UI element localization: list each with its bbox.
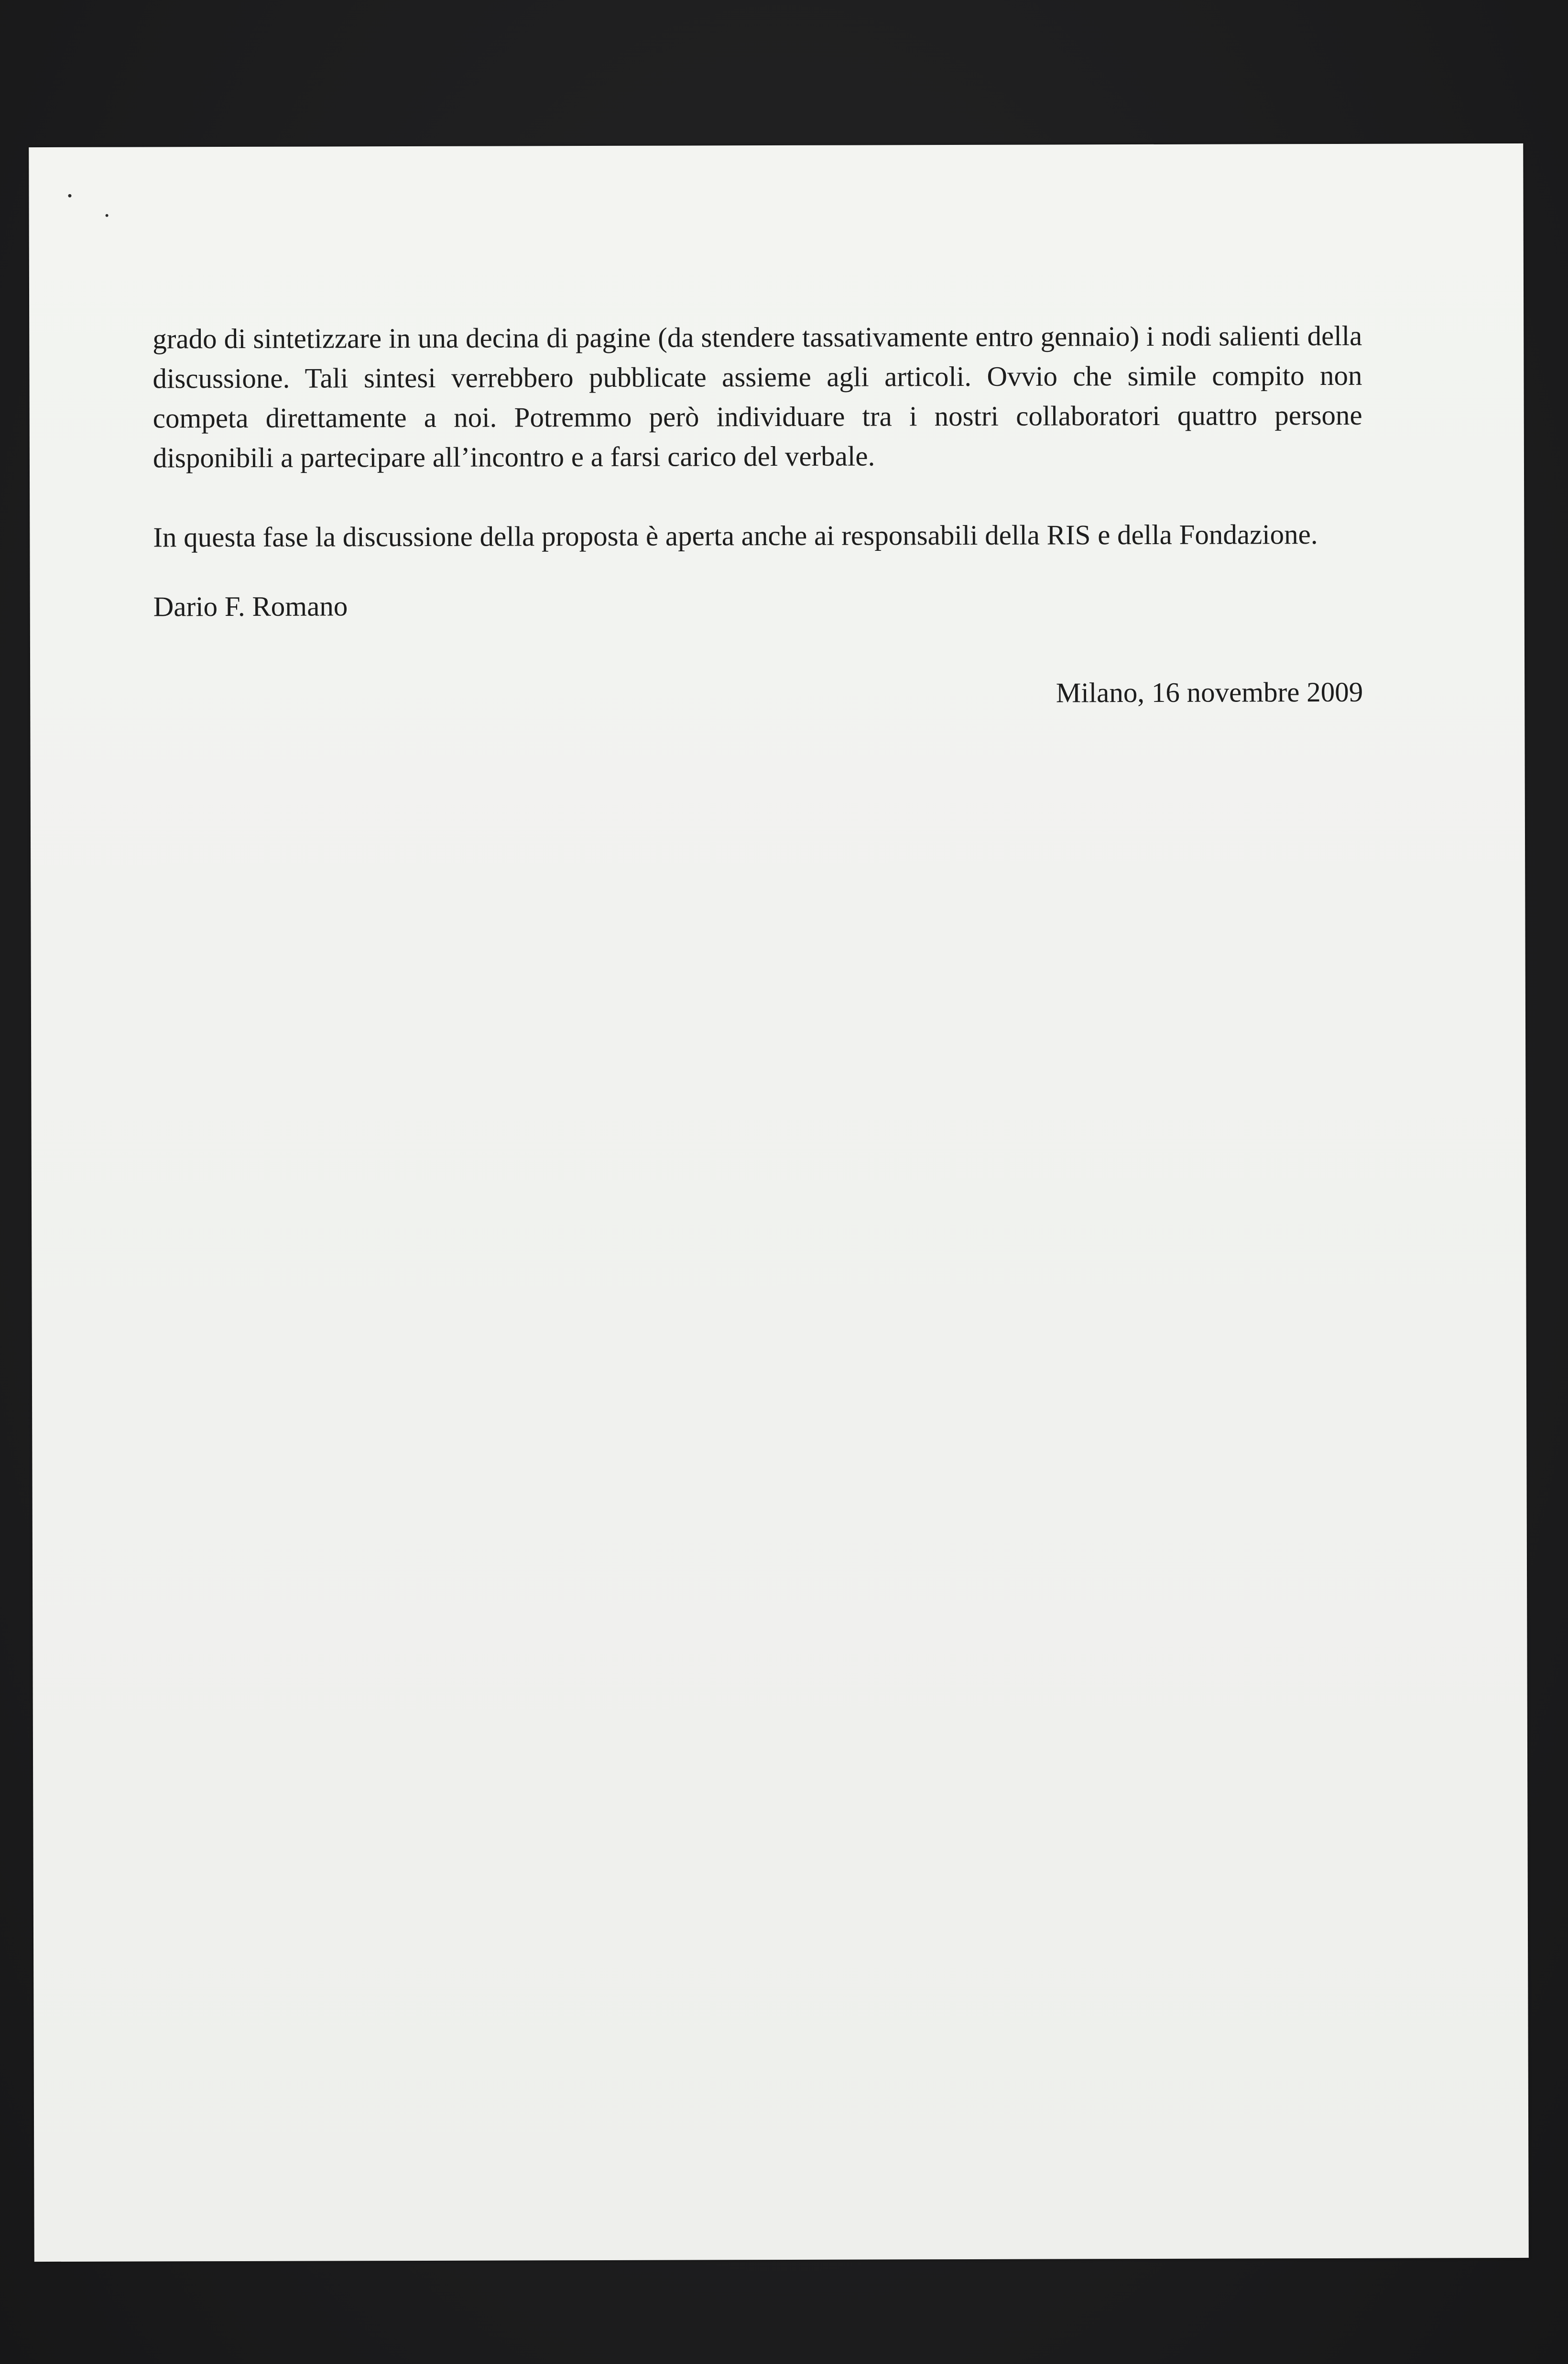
letter-body bbox=[152, 316, 1363, 715]
ink-speck bbox=[68, 194, 71, 197]
ink-speck bbox=[106, 214, 109, 217]
paragraph-2: In questa fase la discussione della proposta è aperta anche ai responsabili della RIS e della Fondazione. bbox=[153, 518, 1318, 553]
paragraph-1: grado di sintetizzare in una decina di pagine (da stendere tassativamente entro gennaio) i nodi salienti della discussione. Tali sintesi verrebbero pubblicate assieme agli articoli. Ovvio che simile compito non competa direttamente a noi. Potremmo però individuare tra i nostri collaboratori quattro persone disponibili a partecipare all’incontro e a farsi carico del verbale. bbox=[152, 319, 1362, 474]
paper-sheet bbox=[29, 143, 1529, 2262]
place-date: Milano, 16 novembre 2009 bbox=[1056, 676, 1363, 709]
signature: Dario F. Romano bbox=[153, 590, 348, 623]
